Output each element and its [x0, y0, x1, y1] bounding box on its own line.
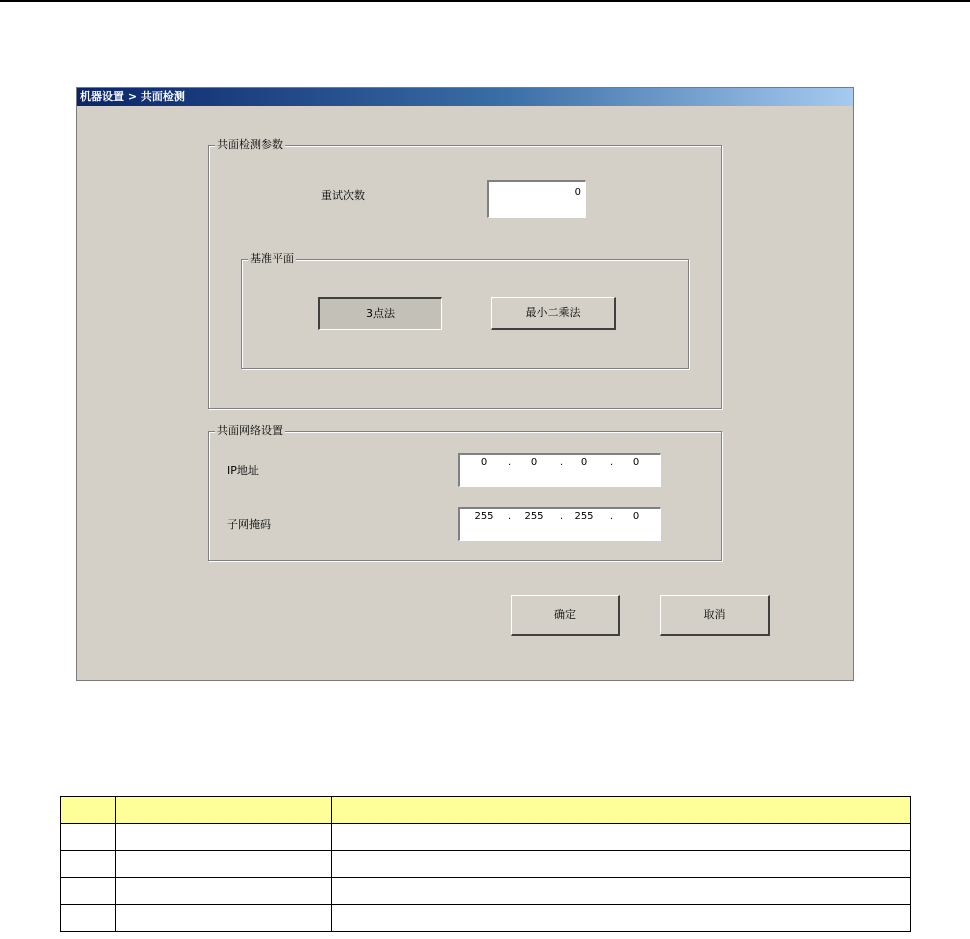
table-cell	[61, 824, 116, 851]
description-table	[60, 796, 911, 932]
table-cell	[116, 824, 332, 851]
table-row	[61, 824, 911, 851]
ip-dot: .	[610, 457, 614, 468]
coplanarity-dialog	[76, 87, 854, 681]
ip-address-label: IP地址	[227, 464, 259, 477]
mask-dot: .	[508, 511, 512, 522]
table-cell	[116, 878, 332, 905]
params-group	[208, 138, 722, 409]
table-cell	[116, 905, 332, 932]
ip-octet-3: 0	[580, 457, 588, 468]
table-cell	[332, 851, 911, 878]
table-row	[61, 905, 911, 932]
ok-button[interactable]: 确定	[511, 595, 620, 636]
table-cell	[61, 851, 116, 878]
least-squares-method-button[interactable]: 最小二乘法	[491, 297, 616, 330]
table-header-cell	[116, 797, 332, 824]
table-row	[61, 851, 911, 878]
three-point-method-button[interactable]: 3点法	[318, 297, 442, 330]
ip-address-input[interactable]	[458, 453, 661, 487]
table-row	[61, 878, 911, 905]
mask-dot: .	[560, 511, 564, 522]
table-header-cell	[61, 797, 116, 824]
reference-plane-group	[241, 252, 689, 369]
mask-octet-2: 255	[524, 511, 544, 522]
ip-dot: .	[560, 457, 564, 468]
ip-octet-4: 0	[632, 457, 640, 468]
reference-plane-legend: 基准平面	[250, 252, 294, 265]
table-header-row	[61, 797, 911, 824]
mask-octet-3: 255	[574, 511, 594, 522]
network-group-legend: 共面网络设置	[217, 424, 283, 437]
table-header-cell	[332, 797, 911, 824]
table-cell	[332, 905, 911, 932]
ip-octet-2: 0	[530, 457, 538, 468]
table-cell	[116, 851, 332, 878]
table-cell	[61, 878, 116, 905]
network-group	[208, 424, 722, 561]
mask-octet-4: 0	[632, 511, 640, 522]
mask-octet-1: 255	[474, 511, 494, 522]
page-top-rule	[0, 0, 970, 2]
ip-dot: .	[508, 457, 512, 468]
cancel-button[interactable]: 取消	[660, 595, 770, 636]
dialog-title: 机器设置 > 共面检测	[77, 88, 853, 106]
subnet-mask-label: 子网掩码	[227, 518, 271, 531]
retry-count-label: 重试次数	[321, 189, 365, 202]
subnet-mask-input[interactable]	[458, 507, 661, 541]
table-cell	[332, 824, 911, 851]
mask-dot: .	[610, 511, 614, 522]
table-cell	[332, 878, 911, 905]
retry-count-value: 0	[574, 187, 581, 198]
table-cell	[61, 905, 116, 932]
ip-octet-1: 0	[480, 457, 488, 468]
params-group-legend: 共面检测参数	[217, 138, 283, 151]
retry-count-input[interactable]	[487, 180, 586, 218]
